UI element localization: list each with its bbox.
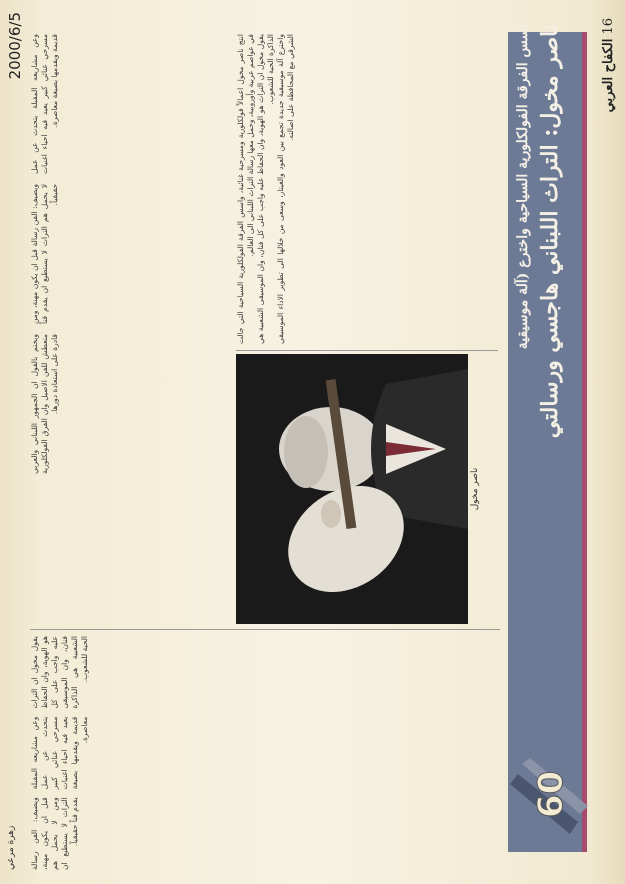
banner-rule: [582, 32, 587, 852]
page-number: 16: [600, 18, 616, 35]
article-columns-bottom: [30, 34, 228, 624]
paragraph: ويضيف: الفن رسالة قبل ان يكون مهنة، ومن لا يحمل هم التراث لا يستطيع ان يقدم فناً حقيقياً.: [30, 184, 59, 324]
paragraph: وعن مشاريعه المقبلة يتحدث عن عمل مسرحي غنائي كبير يعيد فيه احياء اغنيات قديمة ويقدمها بصيغة معاصرة.: [30, 716, 89, 790]
headline: ناصر مخول: التراث اللبناني هاجسي ورسالتي: [537, 24, 563, 439]
column-rule: [30, 629, 500, 630]
paragraph: وعن مشاريعه المقبلة يتحدث عن عمل مسرحي غنائي كبير يعيد فيه احياء اغنيات قديمة ويقدمها بصيغة معاصرة.: [30, 34, 59, 174]
photo-caption: ناصر مخول: [470, 467, 480, 511]
paragraph: واخترع آلة موسيقية جديدة تجمع بين العود والغيتار، وسعى من خلالها الى تطوير الاداء الموسيقي الشرقي مع المحافظة على اصالته.: [276, 34, 295, 344]
article-column-right: [236, 34, 498, 344]
column-rule: [236, 350, 498, 351]
anniversary-logo: [500, 754, 590, 844]
clipping-date: 2000/6/5: [6, 12, 24, 80]
article-columns-left: [30, 636, 500, 870]
byline: زهرة مرعي: [6, 825, 16, 870]
paragraph: انتج ناصر مخول اعمالاً فولكلورية ومسرحية غنائية، واسس الفرقة الفولكلورية السياحية التي جالت في عواصم عربية وأوروبية، وحمل معها رسالة التراث اللبناني الى العالم.: [236, 34, 255, 344]
kicker: اسس الفرقة الفولكلورية السياحية واخترع (آلة موسيقية: [515, 24, 531, 350]
musician-photo: [236, 354, 468, 624]
logo-text: 60: [531, 770, 571, 818]
page-header: [596, 8, 620, 876]
publication-name: الكفاح العربي: [600, 38, 616, 113]
paragraph: ويضيف: الفن رسالة قبل ان يكون مهنة، ومن لا يحمل هم التراث لا يستطيع ان يقدم فناً حقيقياً.: [30, 797, 79, 870]
paragraph: ويختم بالقول ان الجمهور اللبناني والعربي متعطش للفن الاصيل وان الفرق الفولكلورية قادرة على استعادة دورها.: [30, 334, 59, 474]
paragraph: يقول مخول ان التراث هو الهوية، وان الحفاظ عليه واجب على كل فنان، وان الموسيقى الشعبية هي الذاكرة الحية للشعوب.: [256, 34, 275, 344]
paragraph: يقول مخول ان التراث هو الهوية، وان الحفاظ عليه واجب على كل فنان، وان الموسيقى الشعبية هي الذاكرة الحية للشعوب.: [30, 636, 89, 709]
headline-block: [515, 24, 563, 744]
